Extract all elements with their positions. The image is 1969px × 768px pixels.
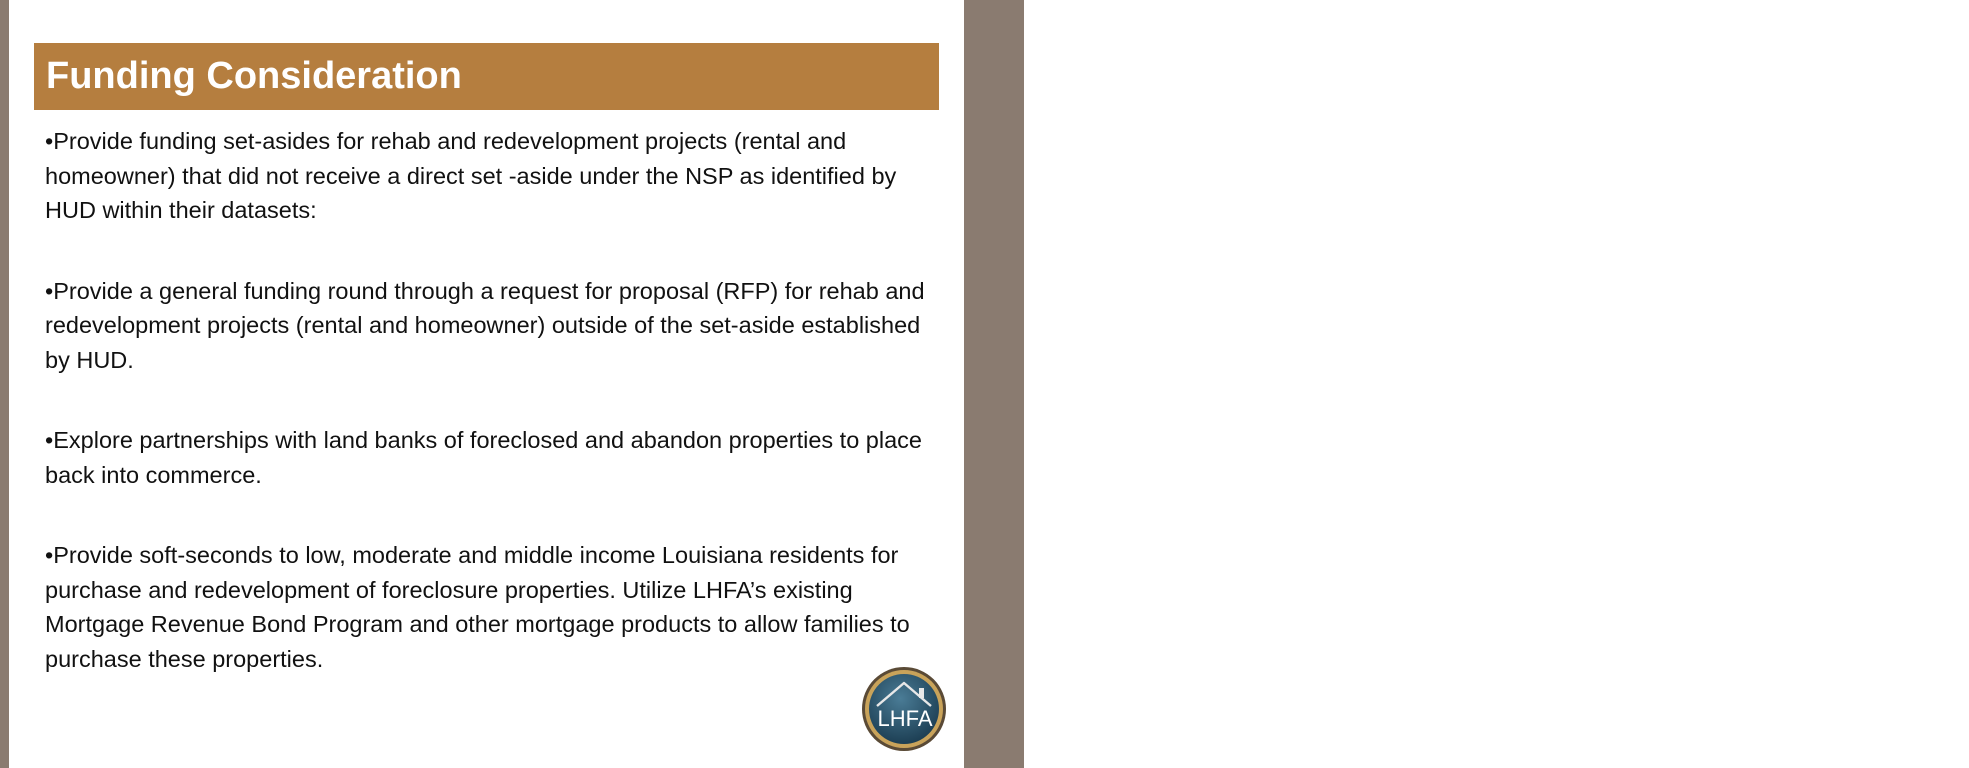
lhfa-logo: [861, 666, 947, 752]
bullet-item: •Provide funding set-asides for rehab and redevelopment projects (rental and homeowner) that did not receive a direct set -aside under the NSP as identified by HUD within their datasets:: [45, 128, 897, 223]
logo-text: LHFA: [877, 706, 933, 731]
side-title-container: [964, 0, 1969, 768]
bullet-list: [45, 124, 940, 676]
left-accent-bar: [0, 0, 9, 768]
side-title: Funding consideration: [1938, 48, 1969, 338]
slide-title: Funding Consideration: [46, 55, 462, 97]
title-band: [34, 43, 939, 110]
lhfa-house-logo-icon: [861, 666, 947, 752]
bullet-item: •Provide soft-seconds to low, moderate and middle income Louisiana residents for purchase and redevelopment of foreclosure properties. Utilize LHFA’s existing Mortgage Revenue Bond Program and other mortgage products to allow families to purchase these properties.: [45, 542, 910, 672]
bullet-item: •Provide a general funding round through a request for proposal (RFP) for rehab and redevelopment projects (rental and homeowner) outside of the set-aside established by HUD.: [45, 277, 925, 373]
bullet-item: •Explore partnerships with land banks of foreclosed and abandon properties to place back into commerce.: [45, 427, 922, 488]
